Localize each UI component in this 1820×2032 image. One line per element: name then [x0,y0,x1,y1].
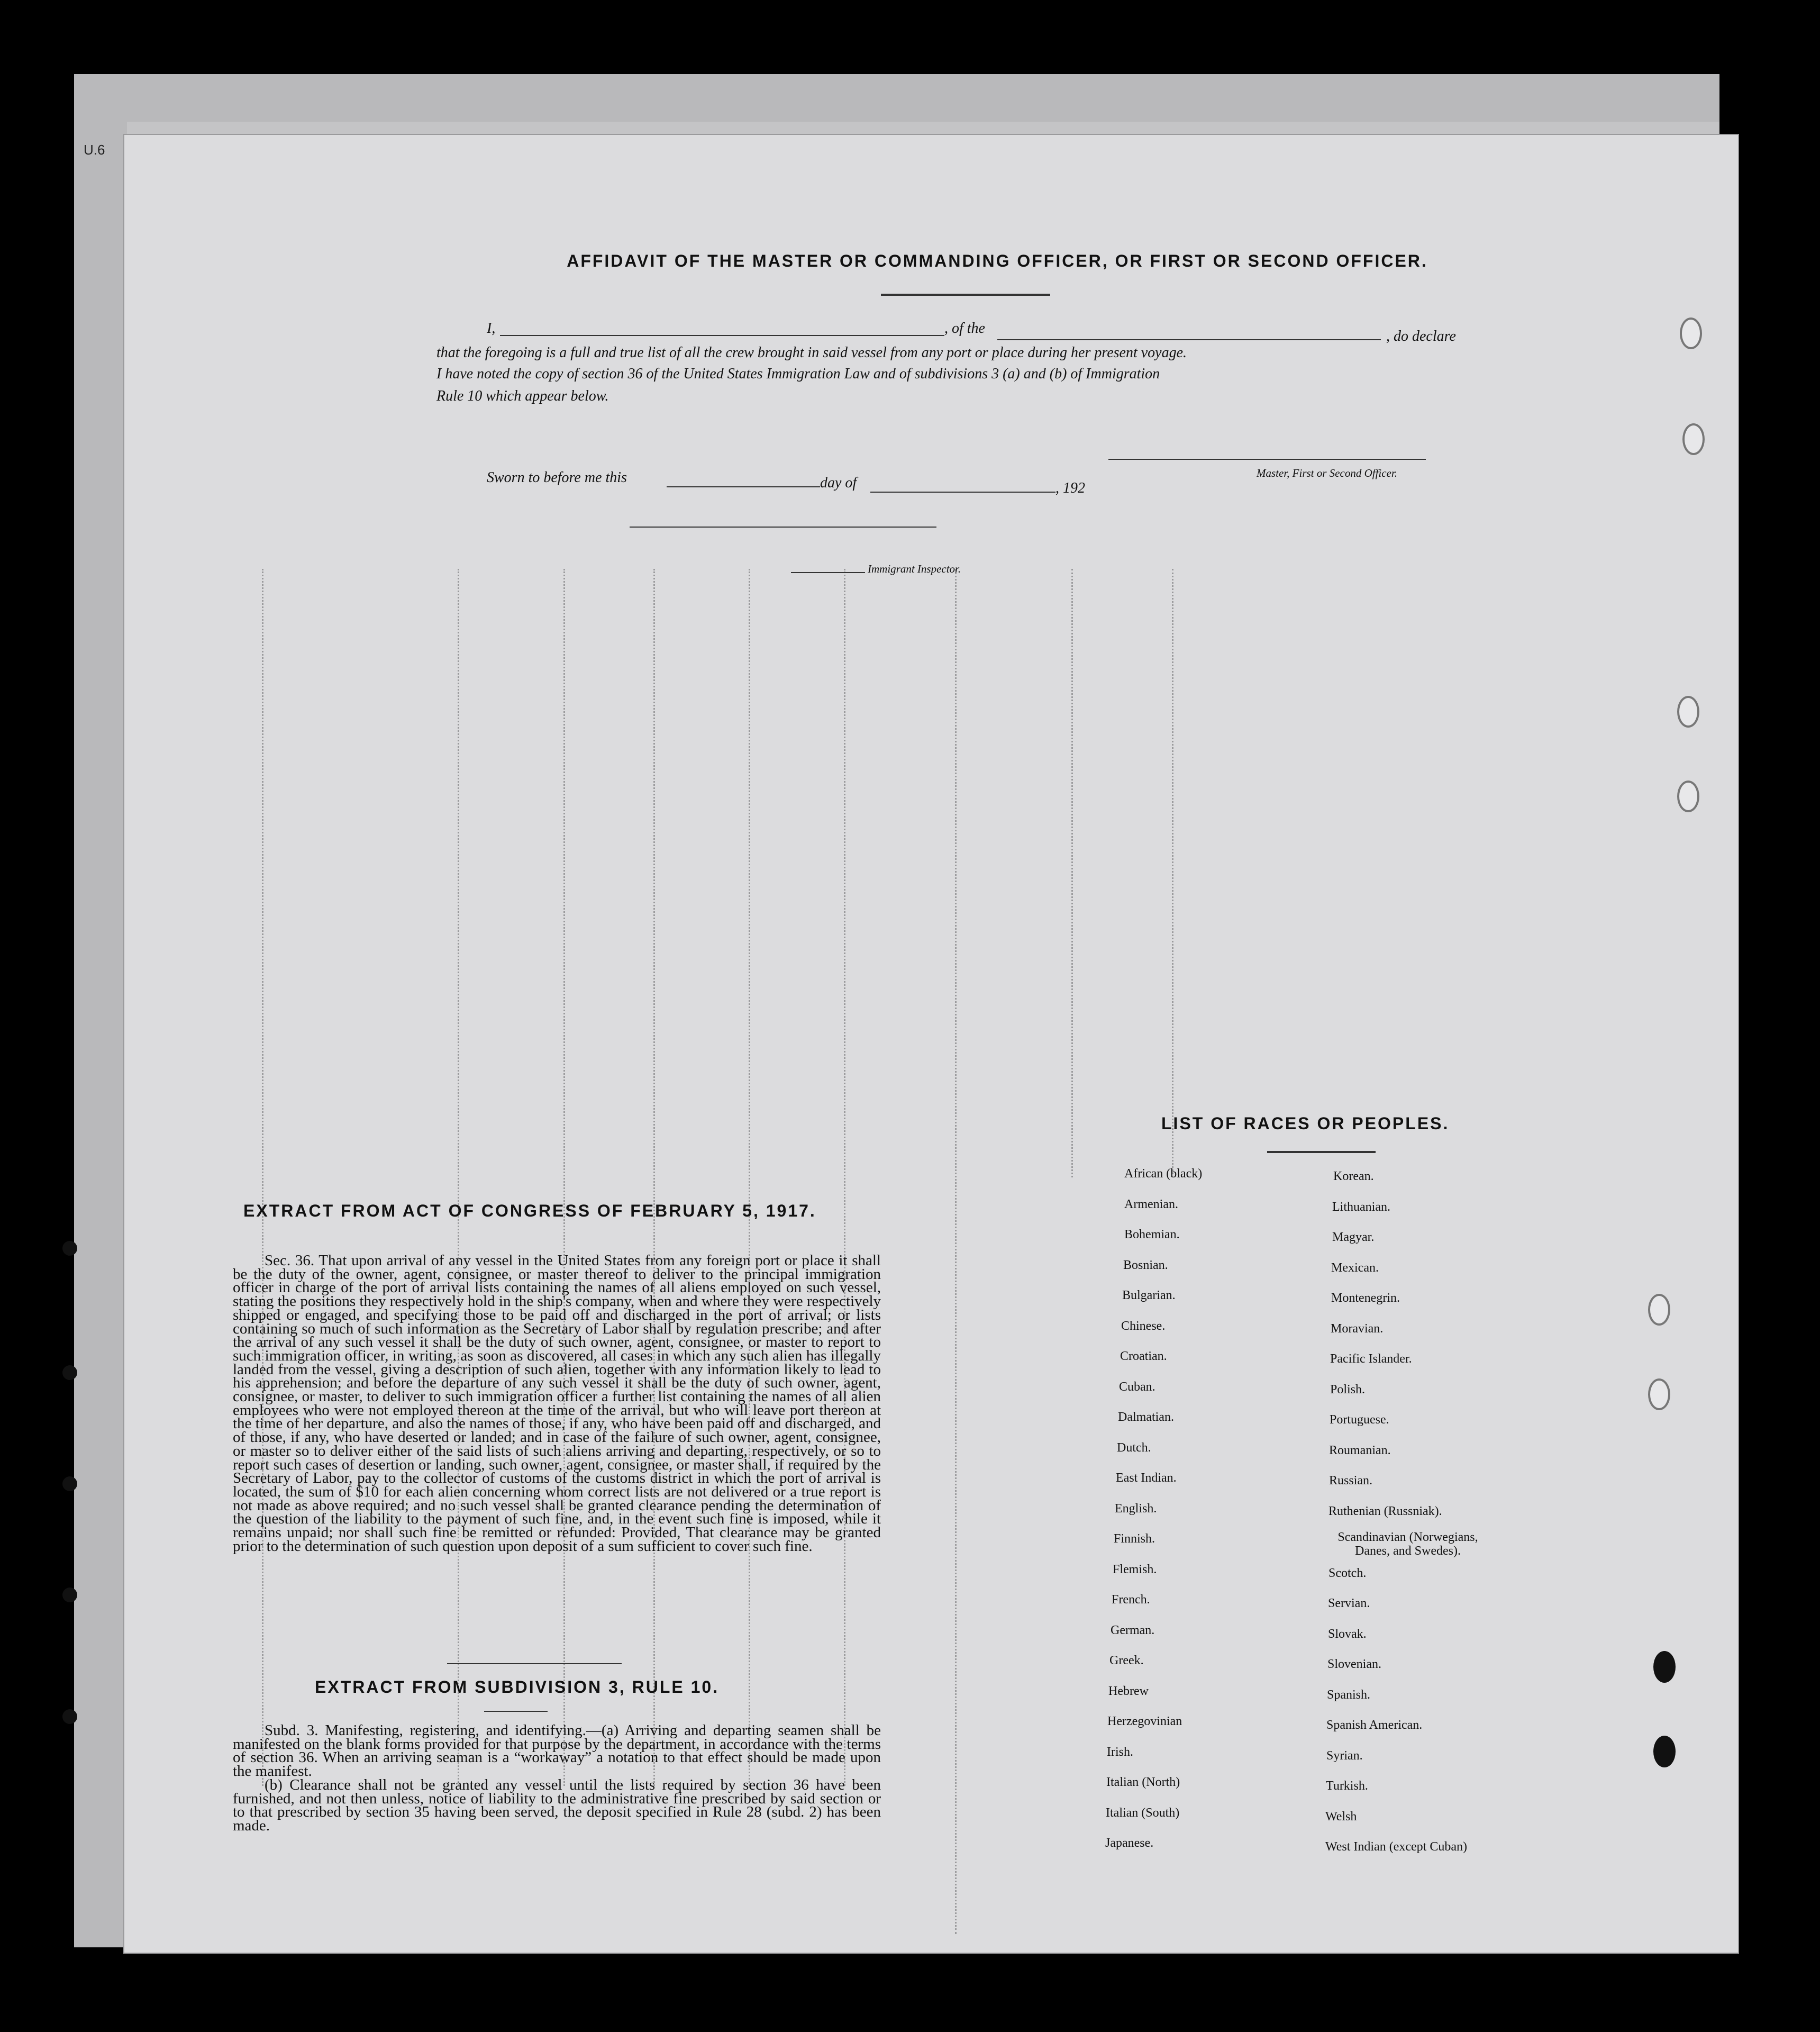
race-item: Spanish American. [1326,1718,1423,1732]
rule-10-para-a: Subd. 3. Manifesting, registering, and identifying.—(a) Arriving and departing seamen shall be manifested on the blank forms provided for that purpose by the department, in accordance with the terms of section 36. When an arriving seaman is a “workaway” a notation to that effect should be made upon the manifest. [233,1722,881,1780]
race-item: Montenegrin. [1331,1291,1400,1305]
race-item: German. [1111,1623,1155,1637]
affidavit-title: AFFIDAVIT OF THE MASTER OR COMMANDING OFFICER, OR FIRST OR SECOND OFFICER. [567,251,1428,270]
affidavit-line-4: Rule 10 which appear below. [436,388,609,404]
day-of-label: day of [820,475,857,491]
punch-hole [1648,1294,1670,1326]
punch-hole [1653,1651,1676,1683]
affidavit-line-2: that the foregoing is a full and true list of all the crew brought in said vessel from any port or place during her present voyage. [436,344,1187,361]
race-item: Turkish. [1326,1779,1368,1793]
column-rule [1172,569,1173,1177]
extract-act-title: EXTRACT FROM ACT OF CONGRESS OF FEBRUARY 5, 1917. [243,1201,816,1220]
race-item: East Indian. [1116,1471,1177,1485]
rule-10-para-b: (b) Clearance shall not be granted any vessel until the lists required by section 36 have been furnished, and not then unless, notice of liability to the administrative fine prescribed by said section or to that prescribed by section 35 having been served, the deposit specified in Rule 28 (subd. 2) has been made. [233,1776,881,1834]
race-item: Moravian. [1331,1321,1384,1336]
race-item: Croatian. [1120,1349,1167,1363]
section-36-paragraph: Sec. 36. That upon arrival of any vessel in the United States from any foreign port or place it shall be the duty of the owner, agent, consignee, or master thereof to deliver to the principal immigration officer in charge of the port of arrival lists containing the names of all aliens employed on such vessel, stating the positions they respectively hold in the ship's company, when and where they were respectively shipped or engaged, and specifying those to be paid off and discharged in the port of arrival; or lists containing so much of such information as the Secretary of Labor shall by regulation prescribe; and after the arrival of any such vessel it shall be the duty of such owner, agent, consignee, or master to report to such immigration officer, in writing, as soon as discovered, all cases in which any such alien has illegally landed from the vessel, giving a description of such alien, together with any information likely to lead to his apprehension; and before the departure of any such vessel it shall be the duty of such owner, agent, consignee, or master, to deliver to such immigration officer a further list containing the names of all alien employees who were not employed thereon at the time of the arrival, but who will leave port thereon at the time of her departure, and also the names of those, if any, who have been paid off and discharged, and of those, if any, who have deserted or landed; and in case of the failure of such owner, agent, consignee, or master so to deliver either of the said lists of such aliens arriving and departing, respectively, or so to report such cases of desertion or landing, such owner, agent, consignee, or master shall, if required by the Secretary of Labor, pay to the collector of customs of the customs district in which the port of arrival is located, the sum of $10 for each alien concerning whom correct lists are not delivered or a true report is not made as above required; and no such vessel shall be granted clearance pending the determination of the question of the liability to the payment of such fine, and, in the event such fine is imposed, while it remains unpaid; nor shall such fine be remitted or refunded: Provided, That clearance may be granted prior to the determination of such question upon deposit of a sum sufficient to cover such fine. [233,1252,881,1555]
race-item: West Indian (except Cuban) [1325,1840,1467,1854]
punch-hole [1680,318,1702,349]
race-item: Irish. [1107,1745,1133,1759]
race-item: Welsh [1325,1809,1357,1824]
race-item: Bohemian. [1124,1228,1180,1241]
column-rule [955,569,957,1934]
race-item: Portuguese. [1330,1413,1389,1427]
column-rule [749,569,750,1786]
column-rule [844,569,845,1786]
race-item: Cuban. [1119,1380,1155,1394]
race-item: Spanish. [1327,1688,1371,1702]
inspector-caption: Immigrant Inspector. [868,563,961,575]
races-title: LIST OF RACES OR PEOPLES. [1161,1114,1450,1133]
race-item: Japanese. [1105,1836,1154,1850]
name-blank [500,335,944,336]
races-title-rule [1267,1151,1376,1153]
punch-hole [1677,781,1699,812]
race-item: Russian. [1329,1474,1373,1487]
race-item: Korean. [1333,1169,1374,1183]
year-label: , 192 [1055,480,1085,496]
race-item: Dalmatian. [1118,1410,1174,1424]
of-the-label: , of the [944,320,985,337]
column-rule [262,569,263,1786]
race-item: Bosnian. [1123,1258,1168,1272]
signature-blank [1108,459,1426,460]
race-item: Pacific Islander. [1330,1352,1412,1366]
race-item: Syrian. [1326,1748,1363,1763]
race-item: Servian. [1328,1596,1370,1610]
race-item: Roumanian. [1329,1443,1391,1457]
vessel-blank [997,339,1381,340]
race-item: Mexican. [1331,1260,1379,1275]
inspector-signature-blank [630,527,936,528]
edge-mark [62,1241,77,1256]
race-item: Scotch. [1328,1566,1367,1580]
race-item: Armenian. [1124,1197,1178,1211]
edge-mark [62,1588,77,1602]
race-item: Flemish. [1113,1562,1157,1576]
race-item: Hebrew [1108,1684,1149,1698]
sworn-label: Sworn to before me this [487,469,627,486]
form-page [124,135,1738,1953]
rule-10-text [233,1724,881,1833]
race-item: Bulgarian. [1122,1289,1176,1302]
edge-mark [62,1476,77,1491]
i-label: I, [487,320,496,337]
edge-mark [62,1365,77,1380]
race-item: Italian (North) [1106,1775,1180,1789]
section-36-text [233,1254,881,1553]
punch-hole [1682,423,1705,455]
race-item: Italian (South) [1106,1806,1180,1820]
extract-rule-title: EXTRACT FROM SUBDIVISION 3, RULE 10. [315,1677,720,1697]
affidavit-line-3: I have noted the copy of section 36 of the United States Immigration Law and of subdivisions 3 (a) and (b) of Immigration [436,366,1160,382]
race-item: African (black) [1124,1167,1203,1181]
edge-mark [62,1709,77,1724]
race-item: French. [1112,1593,1150,1607]
form-number: U.6 [84,142,105,158]
race-item: Magyar. [1332,1230,1375,1244]
race-item: English. [1115,1501,1157,1516]
do-declare: , do declare [1386,328,1456,344]
punch-hole [1648,1378,1670,1410]
race-item: Chinese. [1121,1319,1166,1333]
race-item: Lithuanian. [1332,1200,1390,1214]
punch-hole [1677,696,1699,728]
race-item: Dutch. [1117,1440,1151,1455]
month-blank [870,492,1055,493]
column-rule [563,569,565,1786]
race-item: Polish. [1330,1382,1366,1396]
race-item: Scandinavian (Norwegians, Danes, and Swedes). [1337,1530,1478,1558]
column-rule [1071,569,1073,1177]
race-item: Ruthenian (Russniak). [1328,1504,1442,1518]
race-item: Greek. [1109,1654,1144,1667]
separator-rule [447,1663,622,1664]
race-item: Slovenian. [1327,1657,1381,1671]
inspector-short-rule [791,572,865,573]
title-rule [881,294,1050,296]
punch-hole [1653,1736,1676,1767]
race-item: Herzegovinian [1107,1714,1182,1728]
rule-title-rule [484,1711,548,1712]
column-rule [653,569,655,1786]
column-rule [458,569,459,1786]
race-item: Slovak. [1328,1627,1367,1641]
master-caption: Master, First or Second Officer. [1257,467,1397,479]
race-item: Finnish. [1114,1532,1155,1546]
day-blank [667,486,820,487]
